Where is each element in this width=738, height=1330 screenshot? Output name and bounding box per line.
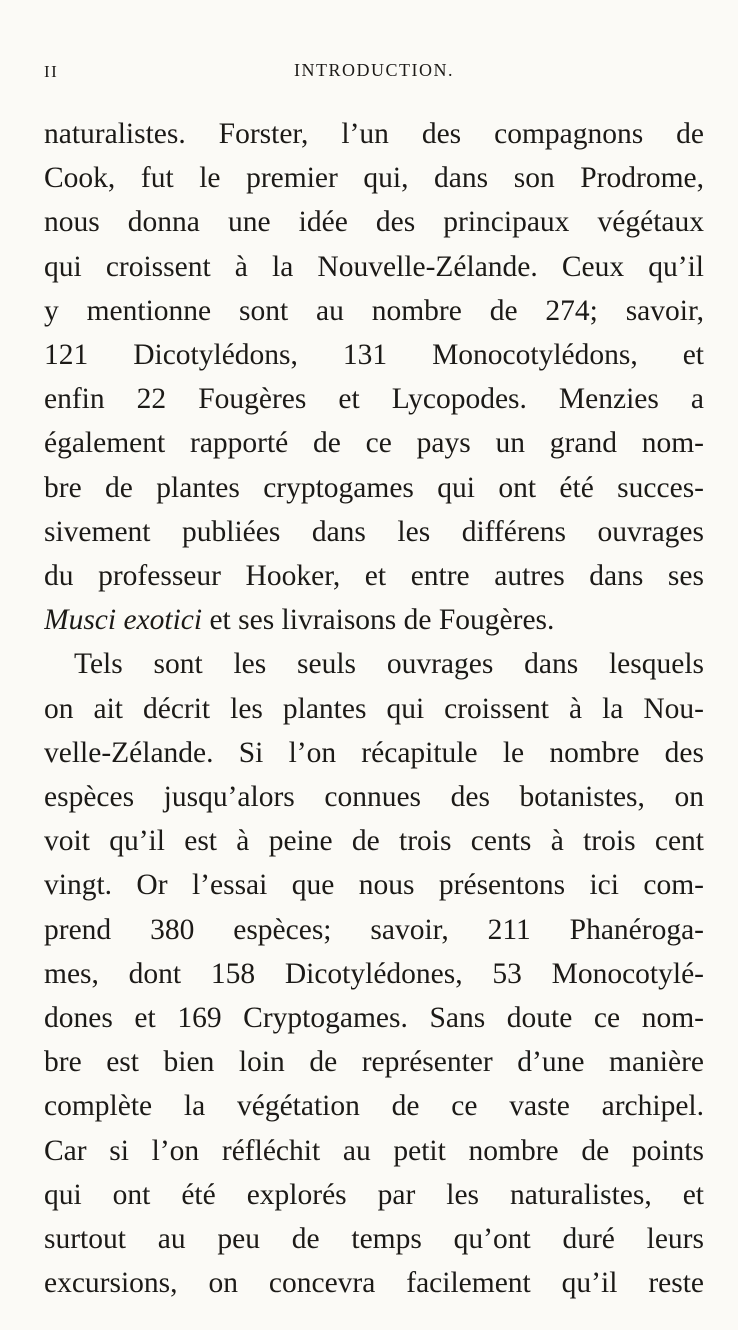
text-line: qui ont été explorés par les naturalistes, et [44, 1178, 704, 1211]
text-line: on ait décrit les plantes qui croissent à la Nou- [44, 692, 704, 725]
text-line: velle-Zélande. Si l’on récapitule le nombre des [44, 736, 704, 769]
paragraph-1 [44, 112, 704, 642]
text-line: bre de plantes cryptogames qui ont été succes- [44, 471, 704, 504]
text-line: également rapporté de ce pays un grand nom- [44, 427, 704, 460]
text-line: naturalistes. Forster, l’un des compagnons de [44, 118, 704, 150]
text-line: mes, dont 158 Dicotylédones, 53 Monocotylé- [44, 957, 704, 990]
book-title-italic: Musci exotici [44, 604, 203, 637]
text-line: 121 Dicotylédons, 131 Monocotylédons, et [44, 339, 704, 372]
page-number: II [44, 62, 59, 81]
text-line: Car si l’on réfléchit au petit nombre de points [44, 1134, 704, 1167]
text-line: surtout au peu de temps qu’ont duré leurs [44, 1223, 704, 1256]
text-line: Tels sont les seuls ouvrages dans lesquels [74, 648, 704, 681]
paragraph-2 [44, 642, 704, 1305]
body-text [44, 112, 704, 1305]
text-line: excursions, on concevra facilement qu’il reste [44, 1267, 704, 1300]
text-line: nous donna une idée des principaux végétaux [44, 206, 704, 239]
text-line: dones et 169 Cryptogames. Sans doute ce nom- [44, 1002, 704, 1035]
text-line: bre est bien loin de représenter d’une manière [44, 1046, 704, 1079]
text-line-last [44, 598, 704, 642]
text-line: du professeur Hooker, et entre autres dans ses [44, 560, 704, 593]
text-line-rest: et ses livraisons de Fougères. [202, 604, 555, 637]
text-line: vingt. Or l’essai que nous présentons ici com- [44, 869, 704, 902]
chapter-title: INTRODUCTION. [294, 60, 454, 80]
text-line: complète la végétation de ce vaste archipel. [44, 1090, 704, 1123]
text-line: enfin 22 Fougères et Lycopodes. Menzies a [44, 383, 704, 416]
text-line: prend 380 espèces; savoir, 211 Phanéroga- [44, 913, 704, 946]
text-line: y mentionne sont au nombre de 274; savoir, [44, 294, 704, 327]
text-line: Cook, fut le premier qui, dans son Prodrome, [44, 162, 704, 195]
text-line: voit qu’il est à peine de trois cents à trois cent [44, 825, 704, 858]
running-head [44, 60, 704, 84]
text-line: sivement publiées dans les différens ouvrages [44, 515, 704, 548]
text-line: qui croissent à la Nouvelle-Zélande. Ceux qu’il [44, 250, 704, 283]
text-line: espèces jusqu’alors connues des botanistes, on [44, 781, 704, 814]
